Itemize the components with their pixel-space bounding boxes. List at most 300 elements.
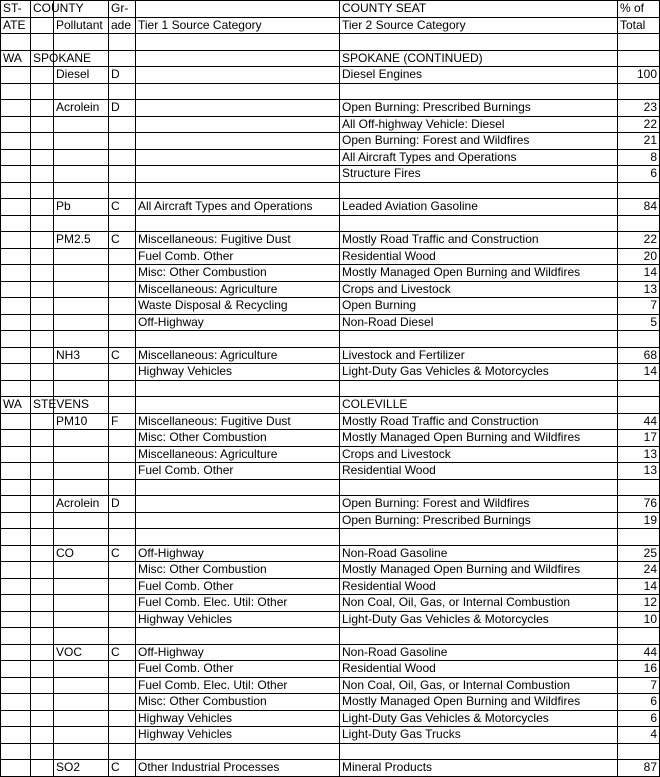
cell-county xyxy=(31,199,54,216)
cell-percent-total: 100 xyxy=(618,67,660,84)
cell-percent-total: 21 xyxy=(618,133,660,150)
cell-tier2-category: Non Coal, Oil, Gas, or Internal Combustion xyxy=(340,677,618,694)
cell-pollutant xyxy=(54,710,109,727)
cell-state xyxy=(1,578,31,595)
cell-tier2-category: Light-Duty Gas Trucks xyxy=(340,727,618,744)
cell-tier2-category: Open Burning xyxy=(340,298,618,315)
cell-tier2-category: All Aircraft Types and Operations xyxy=(340,149,618,166)
cell-tier1-category xyxy=(136,496,340,513)
header-cell-county xyxy=(31,17,54,34)
cell-pollutant: Pb xyxy=(54,199,109,216)
cell-tier2-category xyxy=(340,529,618,546)
table-row xyxy=(1,743,660,760)
cell-grade: C xyxy=(109,644,136,661)
cell-state xyxy=(1,628,31,645)
cell-county xyxy=(31,314,54,331)
table-row xyxy=(1,760,660,777)
cell-percent-total xyxy=(618,182,660,199)
cell-percent-total: 17 xyxy=(618,430,660,447)
cell-county xyxy=(31,83,54,100)
cell-tier2-category: Residential Wood xyxy=(340,578,618,595)
cell-state xyxy=(1,496,31,513)
cell-tier2-category: SPOKANE (CONTINUED) xyxy=(340,50,618,67)
cell-pollutant xyxy=(54,529,109,546)
cell-tier2-category: Light-Duty Gas Vehicles & Motorcycles xyxy=(340,611,618,628)
cell-grade xyxy=(109,331,136,348)
table-row xyxy=(1,248,660,265)
cell-county xyxy=(31,166,54,183)
cell-state xyxy=(1,166,31,183)
header-row xyxy=(1,17,660,34)
cell-state xyxy=(1,661,31,678)
cell-grade xyxy=(109,479,136,496)
cell-pollutant xyxy=(54,562,109,579)
cell-pollutant: CO xyxy=(54,545,109,562)
cell-county xyxy=(31,182,54,199)
cell-pollutant xyxy=(54,611,109,628)
header-cell-pollutant: Pollutant xyxy=(54,17,109,34)
cell-tier2-category: Mostly Road Traffic and Construction xyxy=(340,413,618,430)
cell-tier1-category: Fuel Comb. Other xyxy=(136,463,340,480)
cell-tier1-category: Misc: Other Combustion xyxy=(136,265,340,282)
cell-tier2-category: Mostly Managed Open Burning and Wildfires xyxy=(340,265,618,282)
cell-percent-total: 4 xyxy=(618,727,660,744)
cell-county xyxy=(31,562,54,579)
cell-percent-total xyxy=(618,628,660,645)
cell-grade xyxy=(109,661,136,678)
cell-state xyxy=(1,595,31,612)
cell-state: WA xyxy=(1,397,31,414)
cell-grade xyxy=(109,677,136,694)
table-row xyxy=(1,628,660,645)
cell-state xyxy=(1,710,31,727)
cell-county xyxy=(31,133,54,150)
cell-state xyxy=(1,644,31,661)
cell-percent-total: 13 xyxy=(618,281,660,298)
cell-state xyxy=(1,479,31,496)
cell-pollutant xyxy=(54,479,109,496)
cell-percent-total: 14 xyxy=(618,364,660,381)
cell-county xyxy=(31,545,54,562)
cell-state xyxy=(1,182,31,199)
cell-percent-total: 24 xyxy=(618,562,660,579)
cell-tier2-category: Open Burning: Forest and Wildfires xyxy=(340,496,618,513)
cell-county xyxy=(31,232,54,249)
cell-tier1-category xyxy=(136,182,340,199)
cell-county xyxy=(31,743,54,760)
cell-state xyxy=(1,133,31,150)
cell-grade: C xyxy=(109,347,136,364)
table-row xyxy=(1,479,660,496)
cell-state xyxy=(1,149,31,166)
cell-pollutant xyxy=(54,314,109,331)
cell-grade xyxy=(109,512,136,529)
cell-tier1-category xyxy=(136,397,340,414)
cell-county xyxy=(31,248,54,265)
cell-tier2-category: Crops and Livestock xyxy=(340,446,618,463)
cell-tier1-category xyxy=(136,215,340,232)
cell-tier1-category: Miscellaneous: Agriculture xyxy=(136,446,340,463)
table-row xyxy=(1,397,660,414)
cell-pollutant xyxy=(54,248,109,265)
cell-grade xyxy=(109,562,136,579)
cell-county xyxy=(31,628,54,645)
cell-tier1-category xyxy=(136,628,340,645)
cell-tier1-category xyxy=(136,380,340,397)
cell-pollutant xyxy=(54,364,109,381)
table-row xyxy=(1,578,660,595)
cell-percent-total xyxy=(618,50,660,67)
table-row xyxy=(1,496,660,513)
cell-grade xyxy=(109,743,136,760)
cell-tier1-category xyxy=(136,67,340,84)
table-row xyxy=(1,347,660,364)
cell-tier2-category: Mineral Products xyxy=(340,760,618,777)
cell-tier1-category: Other Industrial Processes xyxy=(136,760,340,777)
header-cell-state: ST- xyxy=(1,1,31,18)
emissions-table-body xyxy=(1,1,660,777)
cell-tier1-category xyxy=(136,116,340,133)
cell-pollutant xyxy=(54,661,109,678)
cell-pollutant: PM10 xyxy=(54,413,109,430)
cell-pollutant: PM2.5 xyxy=(54,232,109,249)
table-row xyxy=(1,116,660,133)
cell-tier2-category: Light-Duty Gas Vehicles & Motorcycles xyxy=(340,364,618,381)
header-cell-county: COUNTY xyxy=(31,1,54,18)
cell-pollutant xyxy=(54,430,109,447)
cell-pollutant xyxy=(54,34,109,51)
cell-grade: D xyxy=(109,100,136,117)
cell-tier2-category: Open Burning: Forest and Wildfires xyxy=(340,133,618,150)
cell-tier1-category: Off-Highway xyxy=(136,644,340,661)
cell-percent-total xyxy=(618,479,660,496)
cell-grade xyxy=(109,578,136,595)
cell-grade: C xyxy=(109,545,136,562)
header-cell-percent-total: % of xyxy=(618,1,660,18)
cell-state xyxy=(1,298,31,315)
cell-county xyxy=(31,380,54,397)
table-row xyxy=(1,100,660,117)
table-row xyxy=(1,446,660,463)
table-row xyxy=(1,67,660,84)
cell-grade xyxy=(109,628,136,645)
cell-county xyxy=(31,34,54,51)
cell-tier1-category xyxy=(136,133,340,150)
cell-percent-total: 25 xyxy=(618,545,660,562)
cell-tier1-category: All Aircraft Types and Operations xyxy=(136,199,340,216)
cell-pollutant xyxy=(54,83,109,100)
cell-tier1-category: Misc: Other Combustion xyxy=(136,430,340,447)
cell-tier2-category: Leaded Aviation Gasoline xyxy=(340,199,618,216)
cell-percent-total: 7 xyxy=(618,677,660,694)
cell-grade xyxy=(109,298,136,315)
table-row xyxy=(1,133,660,150)
cell-pollutant xyxy=(54,166,109,183)
cell-tier2-category: Non-Road Diesel xyxy=(340,314,618,331)
cell-county xyxy=(31,331,54,348)
cell-state xyxy=(1,743,31,760)
cell-percent-total xyxy=(618,83,660,100)
cell-tier1-category: Fuel Comb. Other xyxy=(136,248,340,265)
cell-tier1-category: Fuel Comb. Other xyxy=(136,578,340,595)
cell-grade xyxy=(109,265,136,282)
cell-tier1-category: Highway Vehicles xyxy=(136,611,340,628)
cell-pollutant xyxy=(54,727,109,744)
cell-tier1-category: Misc: Other Combustion xyxy=(136,694,340,711)
cell-grade xyxy=(109,595,136,612)
cell-county xyxy=(31,446,54,463)
cell-tier1-category: Fuel Comb. Elec. Util: Other xyxy=(136,677,340,694)
header-cell-tier2-category: Tier 2 Source Category xyxy=(340,17,618,34)
cell-state xyxy=(1,34,31,51)
cell-tier2-category xyxy=(340,215,618,232)
cell-county xyxy=(31,364,54,381)
cell-grade xyxy=(109,149,136,166)
cell-county xyxy=(31,760,54,777)
cell-tier2-category: Non-Road Gasoline xyxy=(340,644,618,661)
cell-state xyxy=(1,512,31,529)
cell-tier1-category: Miscellaneous: Agriculture xyxy=(136,281,340,298)
cell-county xyxy=(31,347,54,364)
cell-grade: C xyxy=(109,760,136,777)
cell-pollutant xyxy=(54,694,109,711)
cell-pollutant: Acrolein xyxy=(54,496,109,513)
cell-county xyxy=(31,661,54,678)
cell-tier1-category xyxy=(136,743,340,760)
cell-tier1-category: Misc: Other Combustion xyxy=(136,562,340,579)
cell-county xyxy=(31,100,54,117)
cell-county xyxy=(31,149,54,166)
cell-pollutant xyxy=(54,446,109,463)
table-row xyxy=(1,677,660,694)
cell-pollutant xyxy=(54,628,109,645)
table-row xyxy=(1,34,660,51)
cell-tier1-category: Miscellaneous: Fugitive Dust xyxy=(136,232,340,249)
cell-percent-total: 6 xyxy=(618,710,660,727)
cell-tier2-category: Mostly Managed Open Burning and Wildfires xyxy=(340,694,618,711)
cell-grade xyxy=(109,248,136,265)
cell-state xyxy=(1,727,31,744)
table-row xyxy=(1,364,660,381)
cell-state: WA xyxy=(1,50,31,67)
table-row xyxy=(1,694,660,711)
cell-grade xyxy=(109,34,136,51)
cell-percent-total: 12 xyxy=(618,595,660,612)
cell-tier2-category: Light-Duty Gas Vehicles & Motorcycles xyxy=(340,710,618,727)
table-row xyxy=(1,644,660,661)
cell-state xyxy=(1,413,31,430)
cell-percent-total: 13 xyxy=(618,446,660,463)
cell-pollutant: NH3 xyxy=(54,347,109,364)
cell-tier1-category xyxy=(136,100,340,117)
cell-percent-total: 16 xyxy=(618,661,660,678)
cell-grade xyxy=(109,50,136,67)
cell-county xyxy=(31,512,54,529)
cell-tier2-category xyxy=(340,628,618,645)
table-row xyxy=(1,331,660,348)
cell-percent-total xyxy=(618,529,660,546)
cell-pollutant: SO2 xyxy=(54,760,109,777)
cell-pollutant xyxy=(54,265,109,282)
cell-county xyxy=(31,727,54,744)
cell-percent-total: 7 xyxy=(618,298,660,315)
cell-state xyxy=(1,281,31,298)
header-cell-tier1-category xyxy=(136,1,340,18)
cell-county xyxy=(31,710,54,727)
cell-state xyxy=(1,199,31,216)
cell-percent-total: 14 xyxy=(618,265,660,282)
cell-percent-total: 76 xyxy=(618,496,660,513)
cell-tier2-category: All Off-highway Vehicle: Diesel xyxy=(340,116,618,133)
cell-tier1-category: Miscellaneous: Agriculture xyxy=(136,347,340,364)
cell-state xyxy=(1,380,31,397)
cell-grade xyxy=(109,281,136,298)
table-row xyxy=(1,512,660,529)
cell-tier1-category: Fuel Comb. Other xyxy=(136,661,340,678)
cell-state xyxy=(1,331,31,348)
cell-grade xyxy=(109,430,136,447)
cell-pollutant xyxy=(54,116,109,133)
cell-state xyxy=(1,463,31,480)
cell-state xyxy=(1,694,31,711)
cell-grade: D xyxy=(109,496,136,513)
table-row xyxy=(1,595,660,612)
table-row xyxy=(1,710,660,727)
cell-grade: D xyxy=(109,67,136,84)
table-row xyxy=(1,166,660,183)
cell-tier2-category: Residential Wood xyxy=(340,463,618,480)
cell-tier1-category: Highway Vehicles xyxy=(136,364,340,381)
table-row xyxy=(1,430,660,447)
table-row xyxy=(1,215,660,232)
cell-percent-total xyxy=(618,215,660,232)
cell-pollutant xyxy=(54,578,109,595)
cell-pollutant xyxy=(54,463,109,480)
cell-grade xyxy=(109,710,136,727)
cell-tier2-category xyxy=(340,479,618,496)
cell-grade: C xyxy=(109,199,136,216)
cell-tier2-category: Residential Wood xyxy=(340,248,618,265)
cell-county xyxy=(31,529,54,546)
cell-pollutant xyxy=(54,281,109,298)
cell-state xyxy=(1,545,31,562)
cell-percent-total: 87 xyxy=(618,760,660,777)
cell-percent-total: 6 xyxy=(618,694,660,711)
table-row xyxy=(1,265,660,282)
cell-county xyxy=(31,67,54,84)
cell-state xyxy=(1,562,31,579)
cell-pollutant xyxy=(54,215,109,232)
cell-tier1-category xyxy=(136,166,340,183)
table-row xyxy=(1,661,660,678)
header-cell-tier2-category: COUNTY SEAT xyxy=(340,1,618,18)
cell-tier2-category: Diesel Engines xyxy=(340,67,618,84)
cell-grade xyxy=(109,446,136,463)
table-row xyxy=(1,545,660,562)
cell-county xyxy=(31,496,54,513)
cell-percent-total: 23 xyxy=(618,100,660,117)
cell-pollutant xyxy=(54,677,109,694)
header-cell-state: ATE xyxy=(1,17,31,34)
table-row xyxy=(1,50,660,67)
cell-pollutant xyxy=(54,380,109,397)
cell-county xyxy=(31,463,54,480)
cell-county: SPOKANE xyxy=(31,50,54,67)
cell-percent-total: 44 xyxy=(618,644,660,661)
cell-tier2-category xyxy=(340,331,618,348)
cell-tier1-category: Highway Vehicles xyxy=(136,727,340,744)
cell-percent-total: 22 xyxy=(618,232,660,249)
table-row xyxy=(1,298,660,315)
cell-tier2-category: Non Coal, Oil, Gas, or Internal Combustion xyxy=(340,595,618,612)
cell-percent-total: 22 xyxy=(618,116,660,133)
cell-tier2-category xyxy=(340,34,618,51)
cell-tier1-category: Off-Highway xyxy=(136,545,340,562)
cell-state xyxy=(1,364,31,381)
cell-percent-total xyxy=(618,331,660,348)
cell-tier1-category: Waste Disposal & Recycling xyxy=(136,298,340,315)
table-row xyxy=(1,562,660,579)
cell-tier2-category xyxy=(340,182,618,199)
cell-tier1-category xyxy=(136,83,340,100)
table-row xyxy=(1,199,660,216)
cell-percent-total: 10 xyxy=(618,611,660,628)
header-cell-grade: Gr- xyxy=(109,1,136,18)
cell-tier2-category: Structure Fires xyxy=(340,166,618,183)
cell-county xyxy=(31,611,54,628)
cell-state xyxy=(1,677,31,694)
cell-county xyxy=(31,215,54,232)
cell-county xyxy=(31,578,54,595)
table-row xyxy=(1,149,660,166)
cell-tier2-category xyxy=(340,83,618,100)
cell-tier1-category xyxy=(136,34,340,51)
cell-county xyxy=(31,413,54,430)
cell-tier2-category: Mostly Managed Open Burning and Wildfires xyxy=(340,562,618,579)
cell-tier1-category xyxy=(136,529,340,546)
cell-county xyxy=(31,298,54,315)
cell-pollutant: VOC xyxy=(54,644,109,661)
cell-grade xyxy=(109,397,136,414)
cell-grade xyxy=(109,133,136,150)
cell-percent-total xyxy=(618,34,660,51)
cell-tier2-category: Non-Road Gasoline xyxy=(340,545,618,562)
cell-county: STEVENS xyxy=(31,397,54,414)
cell-grade xyxy=(109,463,136,480)
cell-tier1-category xyxy=(136,512,340,529)
cell-state xyxy=(1,446,31,463)
cell-county xyxy=(31,430,54,447)
cell-county xyxy=(31,677,54,694)
cell-grade xyxy=(109,314,136,331)
cell-pollutant: Diesel xyxy=(54,67,109,84)
cell-state xyxy=(1,611,31,628)
cell-tier1-category: Highway Vehicles xyxy=(136,710,340,727)
cell-percent-total: 68 xyxy=(618,347,660,364)
cell-state xyxy=(1,116,31,133)
cell-state xyxy=(1,529,31,546)
cell-pollutant xyxy=(54,743,109,760)
header-row xyxy=(1,1,660,18)
cell-county xyxy=(31,479,54,496)
cell-percent-total: 8 xyxy=(618,149,660,166)
cell-percent-total: 20 xyxy=(618,248,660,265)
cell-tier1-category xyxy=(136,149,340,166)
cell-percent-total: 84 xyxy=(618,199,660,216)
table-row xyxy=(1,232,660,249)
cell-tier1-category: Off-Highway xyxy=(136,314,340,331)
cell-grade xyxy=(109,166,136,183)
